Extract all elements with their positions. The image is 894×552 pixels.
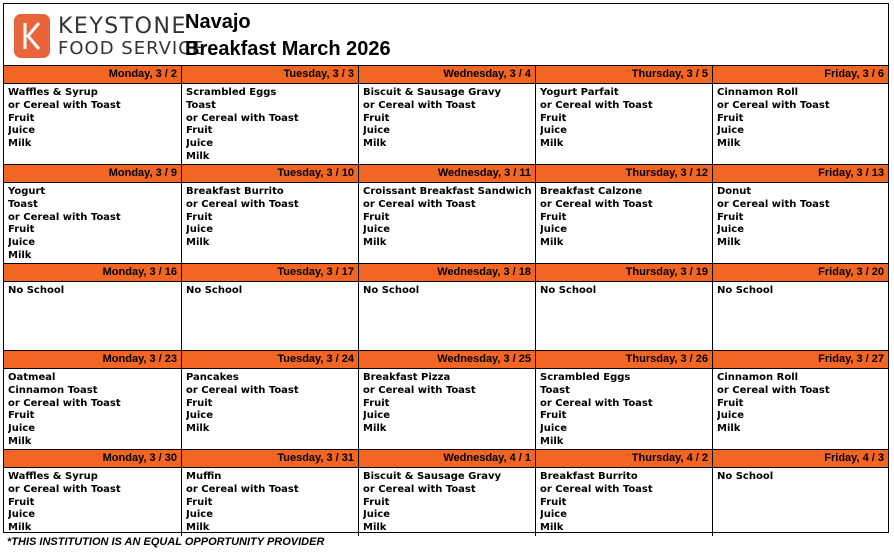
menu-items	[4, 282, 181, 298]
week-row	[4, 350, 888, 449]
menu-item: or Cereal with Toast	[8, 397, 121, 409]
day-header: Friday, 3 / 20	[713, 264, 888, 282]
week-row	[4, 164, 888, 263]
day-header: Wednesday, 4 / 1	[359, 450, 535, 468]
day-header: Thursday, 3 / 12	[536, 165, 712, 183]
day-header: Friday, 3 / 6	[713, 66, 888, 84]
menu-item: Waffles & Syrup	[8, 87, 98, 98]
day-cell	[535, 351, 712, 449]
menu-item: Yogurt	[8, 186, 46, 197]
menu-item: Cinnamon Roll	[717, 372, 799, 383]
menu-item: Biscuit & Sausage Gravy	[363, 471, 502, 482]
day-cell	[358, 66, 535, 164]
menu-item: Juice	[8, 125, 35, 137]
menu-item: Juice	[717, 224, 744, 236]
day-cell	[181, 165, 358, 263]
day-header: Wednesday, 3 / 18	[359, 264, 535, 282]
menu-item: No School	[717, 471, 774, 482]
menu-item: Juice	[540, 224, 567, 236]
menu-items	[536, 369, 712, 449]
day-cell	[712, 264, 888, 350]
menu-item: or Cereal with Toast	[363, 483, 476, 495]
day-cell	[4, 450, 181, 536]
menu-item: Cinnamon Roll	[717, 87, 799, 98]
menu-item: Milk	[186, 522, 210, 534]
menu-items	[359, 183, 535, 250]
menu-item: No School	[717, 285, 774, 296]
menu-item: Fruit	[540, 496, 567, 508]
menu-item: Juice	[717, 125, 744, 137]
menu-items	[4, 369, 181, 449]
day-header: Wednesday, 3 / 11	[359, 165, 535, 183]
menu-item: Toast	[186, 99, 216, 111]
menu-item: Breakfast Pizza	[363, 372, 451, 383]
day-header: Wednesday, 3 / 4	[359, 66, 535, 84]
menu-item: Fruit	[8, 112, 35, 124]
menu-item: Milk	[717, 138, 741, 150]
menu-items	[182, 369, 358, 436]
menu-item: Fruit	[186, 211, 213, 223]
menu-item: Milk	[540, 435, 564, 447]
keystone-logo-icon	[14, 14, 50, 58]
day-cell	[535, 165, 712, 263]
menu-item: or Cereal with Toast	[717, 198, 830, 210]
menu-item: Milk	[540, 237, 564, 249]
day-header: Monday, 3 / 9	[4, 165, 181, 183]
brand-subtitle: FOOD SERVICE	[58, 38, 205, 59]
footer-note: *THIS INSTITUTION IS AN EQUAL OPPORTUNITY PROVIDER	[7, 536, 325, 548]
menu-item: Milk	[363, 423, 387, 435]
menu-item: Juice	[186, 224, 213, 236]
menu-items	[359, 468, 535, 535]
menu-item: Fruit	[8, 496, 35, 508]
menu-item: Milk	[540, 522, 564, 534]
menu-items	[536, 468, 712, 535]
menu-items	[536, 282, 712, 298]
menu-item: Juice	[8, 509, 35, 521]
menu-item: Fruit	[717, 211, 744, 223]
day-cell	[4, 165, 181, 263]
menu-item: Yogurt Parfait	[540, 87, 619, 98]
menu-item: or Cereal with Toast	[186, 384, 299, 396]
menu-item: or Cereal with Toast	[8, 99, 121, 111]
day-header: Tuesday, 3 / 24	[182, 351, 358, 369]
menu-item: Fruit	[186, 125, 213, 137]
menu-item: Fruit	[363, 397, 390, 409]
day-header: Monday, 3 / 2	[4, 66, 181, 84]
menu-item: Milk	[717, 423, 741, 435]
menu-item: Pancakes	[186, 372, 239, 383]
menu-item: Fruit	[363, 496, 390, 508]
menu-items	[182, 84, 358, 164]
menu-item: Breakfast Burrito	[186, 186, 284, 197]
menu-frame	[3, 3, 889, 533]
menu-item: Fruit	[717, 112, 744, 124]
menu-item: Oatmeal	[8, 372, 56, 383]
school-name: Navajo	[185, 11, 251, 33]
day-header: Tuesday, 3 / 10	[182, 165, 358, 183]
menu-item: Juice	[186, 138, 213, 150]
day-header: Friday, 3 / 27	[713, 351, 888, 369]
menu-item: Biscuit & Sausage Gravy	[363, 87, 502, 98]
menu-item: or Cereal with Toast	[540, 397, 653, 409]
menu-item: No School	[8, 285, 65, 296]
menu-item: or Cereal with Toast	[363, 384, 476, 396]
day-cell	[712, 450, 888, 536]
day-cell	[712, 165, 888, 263]
menu-items	[536, 183, 712, 250]
menu-items	[182, 468, 358, 535]
menu-item: Donut	[717, 186, 752, 197]
menu-item: Juice	[540, 423, 567, 435]
day-cell	[4, 66, 181, 164]
menu-items	[182, 282, 358, 298]
menu-item: Juice	[363, 224, 390, 236]
menu-item: or Cereal with Toast	[363, 99, 476, 111]
menu-calendar-grid	[4, 65, 888, 536]
menu-item: or Cereal with Toast	[186, 112, 299, 124]
menu-item: or Cereal with Toast	[186, 198, 299, 210]
menu-title: Breakfast March 2026	[185, 38, 391, 60]
week-row	[4, 65, 888, 164]
menu-item: Milk	[540, 138, 564, 150]
day-cell	[358, 351, 535, 449]
menu-item: Juice	[363, 125, 390, 137]
menu-items	[536, 84, 712, 151]
menu-items	[359, 369, 535, 436]
day-cell	[181, 66, 358, 164]
menu-item: Juice	[540, 509, 567, 521]
menu-items	[713, 84, 888, 151]
menu-item: Fruit	[186, 397, 213, 409]
menu-items	[359, 282, 535, 298]
menu-item: No School	[363, 285, 420, 296]
menu-item: Fruit	[186, 496, 213, 508]
menu-items	[4, 183, 181, 263]
day-cell	[712, 351, 888, 449]
menu-item: Milk	[717, 237, 741, 249]
menu-item: Croissant Breakfast Sandwich	[363, 186, 532, 197]
brand-name: KEYSTONE	[58, 14, 187, 39]
menu-items	[182, 183, 358, 250]
menu-item: Juice	[186, 509, 213, 521]
menu-item: Milk	[363, 138, 387, 150]
day-cell	[181, 351, 358, 449]
day-cell	[712, 66, 888, 164]
menu-item: Milk	[8, 435, 32, 447]
menu-item: or Cereal with Toast	[717, 99, 830, 111]
day-header: Monday, 3 / 30	[4, 450, 181, 468]
week-row	[4, 449, 888, 536]
menu-item: or Cereal with Toast	[540, 198, 653, 210]
menu-item: Toast	[8, 198, 38, 210]
day-header: Tuesday, 3 / 17	[182, 264, 358, 282]
menu-items	[713, 468, 888, 484]
menu-item: Fruit	[717, 397, 744, 409]
menu-item: Juice	[717, 410, 744, 422]
menu-item: or Cereal with Toast	[717, 384, 830, 396]
day-cell	[535, 264, 712, 350]
menu-items	[713, 183, 888, 250]
menu-item: or Cereal with Toast	[363, 198, 476, 210]
menu-item: Breakfast Calzone	[540, 186, 643, 197]
day-cell	[358, 450, 535, 536]
menu-item: Juice	[186, 410, 213, 422]
menu-item: or Cereal with Toast	[540, 99, 653, 111]
menu-item: Juice	[363, 509, 390, 521]
menu-item: No School	[540, 285, 597, 296]
day-header: Wednesday, 3 / 25	[359, 351, 535, 369]
day-header: Monday, 3 / 16	[4, 264, 181, 282]
day-header: Tuesday, 3 / 3	[182, 66, 358, 84]
menu-item: Cinnamon Toast	[8, 384, 98, 396]
day-header: Friday, 3 / 13	[713, 165, 888, 183]
menu-item: Waffles & Syrup	[8, 471, 98, 482]
menu-item: Fruit	[8, 224, 35, 236]
menu-items	[359, 84, 535, 151]
menu-item: Fruit	[540, 410, 567, 422]
menu-item: No School	[186, 285, 243, 296]
menu-item: Fruit	[540, 211, 567, 223]
menu-item: Milk	[8, 249, 32, 261]
menu-item: Milk	[186, 423, 210, 435]
menu-item: Juice	[8, 237, 35, 249]
menu-item: Fruit	[363, 112, 390, 124]
menu-item: Scrambled Eggs	[540, 372, 631, 383]
day-header: Thursday, 3 / 26	[536, 351, 712, 369]
day-header: Friday, 4 / 3	[713, 450, 888, 468]
menu-item: or Cereal with Toast	[540, 483, 653, 495]
menu-item: Juice	[363, 410, 390, 422]
day-header: Thursday, 3 / 5	[536, 66, 712, 84]
menu-item: or Cereal with Toast	[186, 483, 299, 495]
menu-item: Breakfast Burrito	[540, 471, 638, 482]
menu-item: Milk	[363, 237, 387, 249]
day-cell	[4, 264, 181, 350]
menu-item: Juice	[8, 423, 35, 435]
menu-item: Fruit	[540, 112, 567, 124]
week-row	[4, 263, 888, 350]
menu-header	[4, 4, 888, 65]
menu-item: Milk	[186, 237, 210, 249]
day-cell	[4, 351, 181, 449]
menu-item: Milk	[363, 522, 387, 534]
menu-items	[713, 369, 888, 436]
menu-item: Juice	[540, 125, 567, 137]
day-cell	[358, 165, 535, 263]
menu-item: or Cereal with Toast	[8, 483, 121, 495]
day-header: Thursday, 3 / 19	[536, 264, 712, 282]
menu-item: Fruit	[363, 211, 390, 223]
menu-item: Milk	[8, 522, 32, 534]
day-header: Thursday, 4 / 2	[536, 450, 712, 468]
menu-item: Milk	[186, 150, 210, 162]
day-header: Tuesday, 3 / 31	[182, 450, 358, 468]
menu-item: Milk	[8, 138, 32, 150]
menu-items	[4, 468, 181, 535]
menu-items	[713, 282, 888, 298]
menu-items	[4, 84, 181, 151]
menu-item: Fruit	[8, 410, 35, 422]
day-cell	[181, 450, 358, 536]
day-cell	[535, 450, 712, 536]
menu-item: Toast	[540, 384, 570, 396]
menu-item: or Cereal with Toast	[8, 211, 121, 223]
day-cell	[535, 66, 712, 164]
menu-item: Scrambled Eggs	[186, 87, 277, 98]
day-cell	[358, 264, 535, 350]
day-header: Monday, 3 / 23	[4, 351, 181, 369]
menu-item: Muffin	[186, 471, 222, 482]
day-cell	[181, 264, 358, 350]
